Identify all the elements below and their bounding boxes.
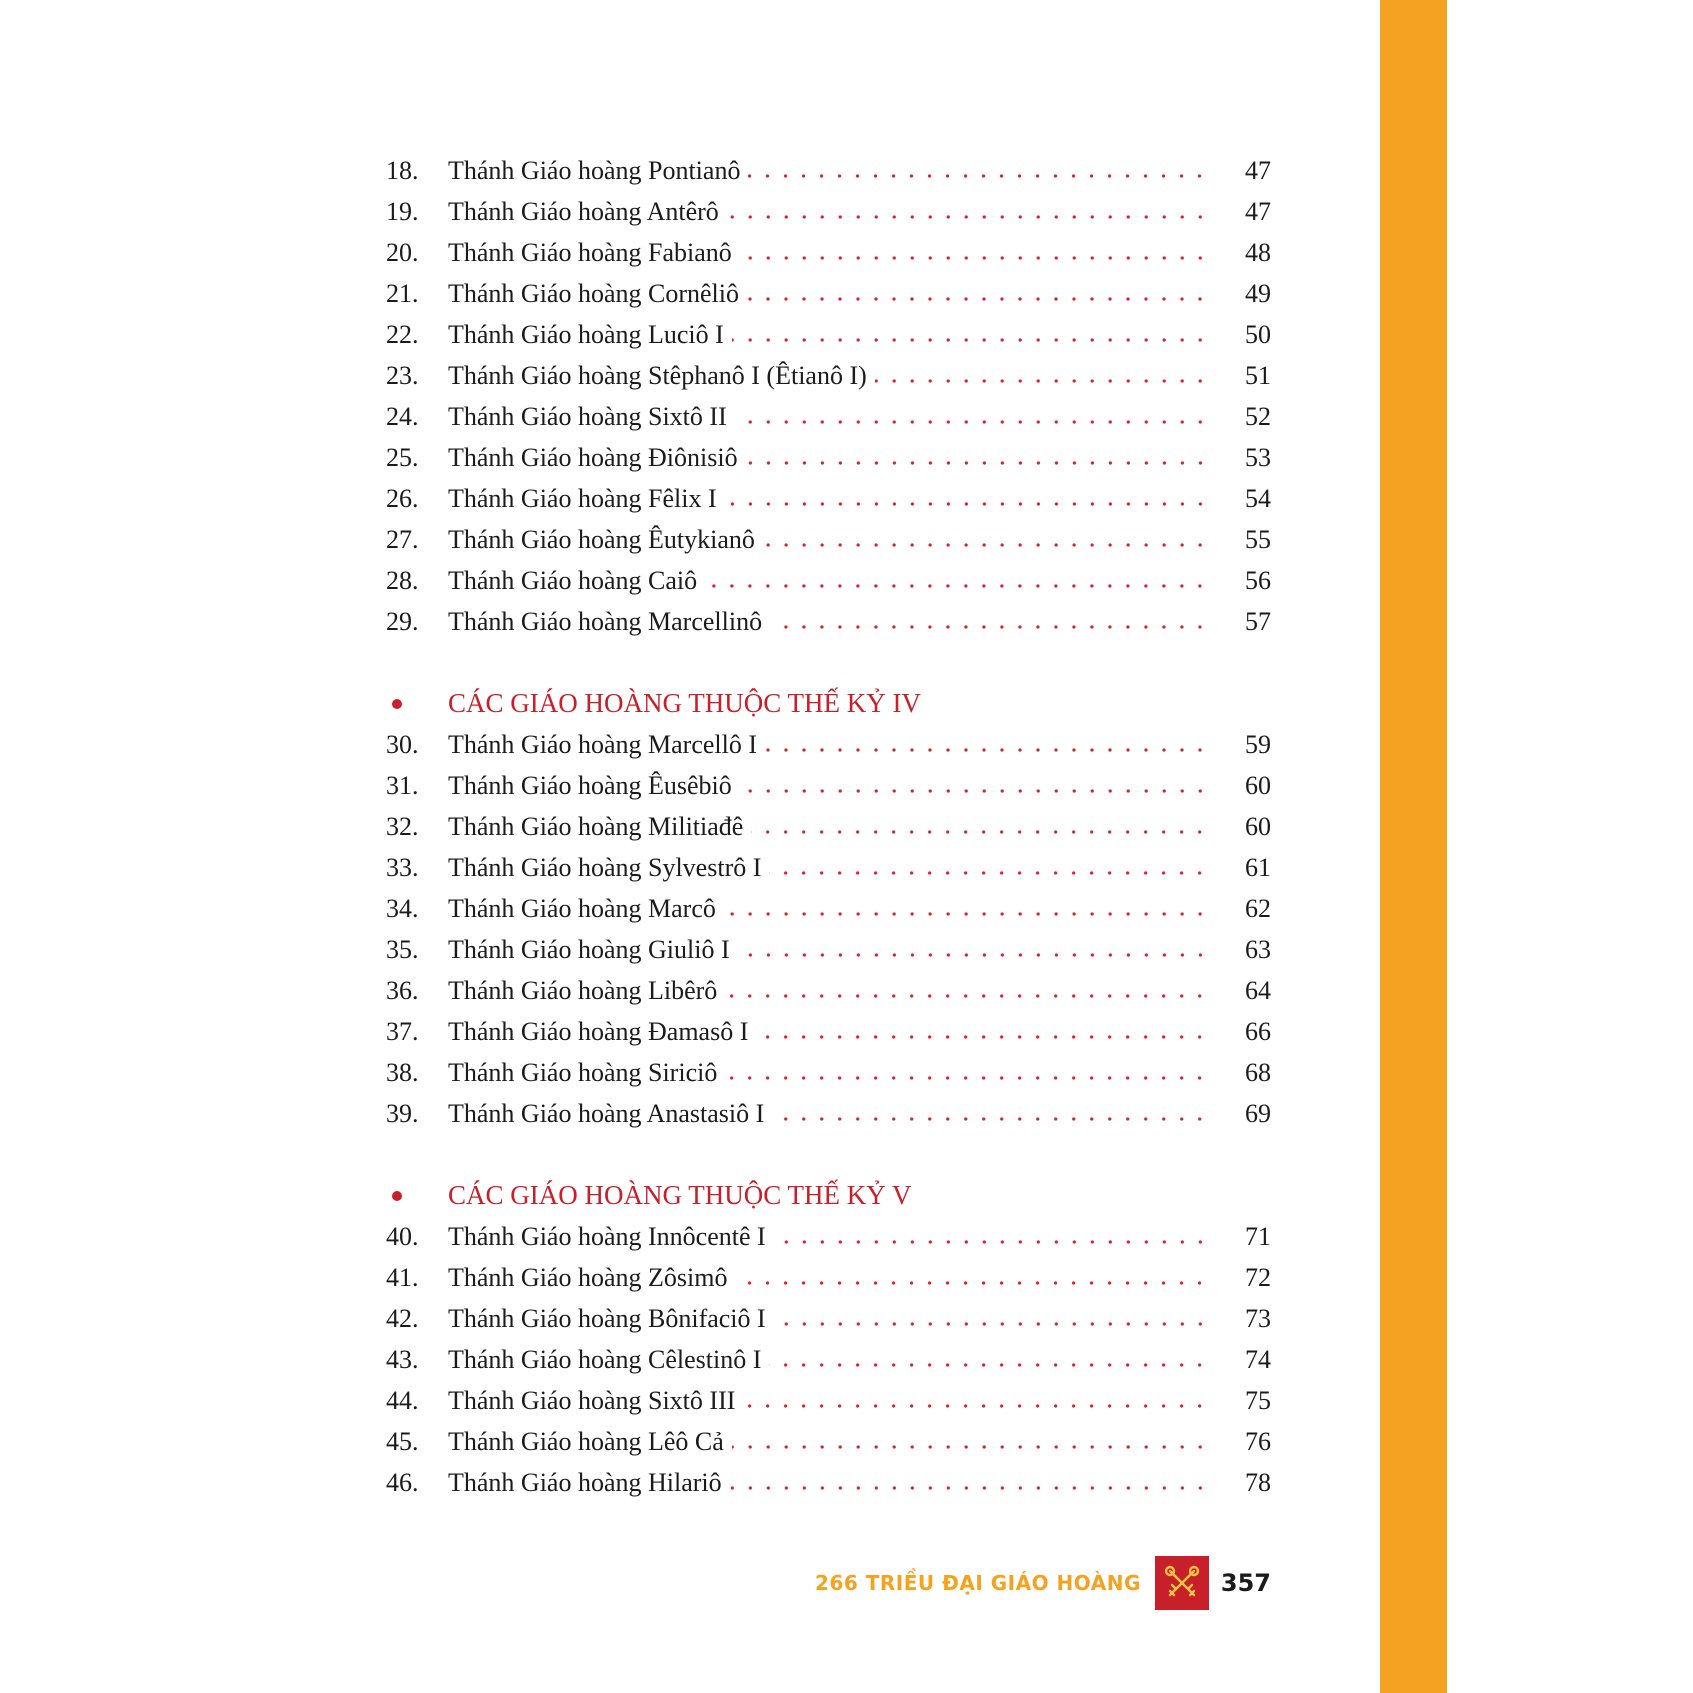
- entry-number: 46.: [386, 1467, 419, 1497]
- page-footer: [815, 1556, 1271, 1610]
- dot-leader: [724, 907, 1209, 921]
- entry-title: Thánh Giáo hoàng Đamasô I: [448, 1016, 749, 1046]
- toc-entry: [386, 1052, 1271, 1093]
- dot-leader: [732, 1440, 1209, 1454]
- entry-title: Thánh Giáo hoàng Hilariô: [448, 1467, 722, 1497]
- dot-leader: [774, 1235, 1209, 1249]
- entry-number: 25.: [386, 442, 419, 472]
- entry-number: 30.: [386, 729, 419, 759]
- toc-group-century-4: [386, 724, 1271, 1134]
- section-spacer: [386, 1134, 1271, 1174]
- dot-leader: [765, 743, 1209, 757]
- toc-entry: [386, 396, 1271, 437]
- entry-page: 54: [1245, 483, 1271, 513]
- dot-leader: [725, 1071, 1209, 1085]
- entry-title: Thánh Giáo hoàng Sixtô III: [448, 1385, 736, 1415]
- toc-entry: [386, 314, 1271, 355]
- entry-page: 47: [1245, 196, 1271, 226]
- entry-page: 47: [1245, 155, 1271, 185]
- toc-entry: [386, 970, 1271, 1011]
- entry-page: 71: [1245, 1221, 1271, 1251]
- entry-number: 34.: [386, 893, 419, 923]
- section-spacer: [386, 642, 1271, 682]
- dot-leader: [738, 948, 1209, 962]
- entry-number: 45.: [386, 1426, 419, 1456]
- dot-leader: [748, 169, 1209, 183]
- toc-entry: [386, 191, 1271, 232]
- toc-entry: [386, 1298, 1271, 1339]
- entry-page: 48: [1245, 237, 1271, 267]
- entry-number: 22.: [386, 319, 419, 349]
- dot-leader: [772, 1112, 1209, 1126]
- entry-page: 68: [1245, 1057, 1271, 1087]
- entry-title: Thánh Giáo hoàng Bônifaciô I: [448, 1303, 766, 1333]
- entry-title: Thánh Giáo hoàng Cornêliô: [448, 278, 739, 308]
- entry-title: Thánh Giáo hoàng Sixtô II: [448, 401, 727, 431]
- section-title: CÁC GIÁO HOÀNG THUỘC THẾ KỶ V: [448, 1179, 912, 1210]
- dot-leader: [769, 1358, 1209, 1372]
- toc-entry: [386, 888, 1271, 929]
- toc-entry: [386, 1339, 1271, 1380]
- entry-page: 60: [1245, 770, 1271, 800]
- entry-title: Thánh Giáo hoàng Êusêbiô: [448, 770, 732, 800]
- entry-number: 21.: [386, 278, 419, 308]
- toc-entry: [386, 437, 1271, 478]
- entry-number: 42.: [386, 1303, 419, 1333]
- entry-title: Thánh Giáo hoàng Caiô: [448, 565, 698, 595]
- entry-page: 61: [1245, 852, 1271, 882]
- toc-entry: [386, 273, 1271, 314]
- entry-page: 57: [1245, 606, 1271, 636]
- dot-leader: [774, 1317, 1209, 1331]
- entry-title: Thánh Giáo hoàng Stêphanô I (Êtianô I): [448, 360, 867, 390]
- entry-number: 33.: [386, 852, 419, 882]
- entry-title: Thánh Giáo hoàng Điônisiô: [448, 442, 738, 472]
- toc-entry: [386, 1216, 1271, 1257]
- entry-title: Thánh Giáo hoàng Êutykianô: [448, 524, 755, 554]
- entry-title: Thánh Giáo hoàng Siriciô: [448, 1057, 718, 1087]
- dot-leader: [747, 292, 1209, 306]
- entry-number: 24.: [386, 401, 419, 431]
- entry-title: Thánh Giáo hoàng Marcellinô: [448, 606, 763, 636]
- entry-title: Thánh Giáo hoàng Fêlix I: [448, 483, 717, 513]
- entry-title: Thánh Giáo hoàng Lêô Cả: [448, 1426, 724, 1456]
- entry-number: 20.: [386, 237, 419, 267]
- entry-title: Thánh Giáo hoàng Fabianô: [448, 237, 732, 267]
- toc-group-century-3: [386, 150, 1271, 642]
- table-of-contents: [386, 150, 1271, 1503]
- entry-page: 60: [1245, 811, 1271, 841]
- entry-title: Thánh Giáo hoàng Marcô: [448, 893, 716, 923]
- toc-group-century-5: [386, 1216, 1271, 1503]
- dot-leader: [725, 497, 1209, 511]
- entry-title: Thánh Giáo hoàng Militiađê: [448, 811, 744, 841]
- entry-number: 41.: [386, 1262, 419, 1292]
- toc-entry: [386, 806, 1271, 847]
- toc-entry: [386, 1462, 1271, 1503]
- dot-leader: [770, 620, 1209, 634]
- entry-page: 62: [1245, 893, 1271, 923]
- entry-page: 56: [1245, 565, 1271, 595]
- entry-page: 55: [1245, 524, 1271, 554]
- entry-page: 52: [1245, 401, 1271, 431]
- entry-page: 72: [1245, 1262, 1271, 1292]
- entry-page: 49: [1245, 278, 1271, 308]
- dot-leader: [727, 210, 1209, 224]
- toc-entry: [386, 1011, 1271, 1052]
- dot-leader: [725, 989, 1209, 1003]
- entry-number: 36.: [386, 975, 419, 1005]
- entry-title: Thánh Giáo hoàng Antêrô: [448, 196, 719, 226]
- toc-entry: [386, 478, 1271, 519]
- entry-page: 51: [1245, 360, 1271, 390]
- entry-page: 63: [1245, 934, 1271, 964]
- entry-page: 74: [1245, 1344, 1271, 1374]
- dot-leader: [735, 1276, 1209, 1290]
- dot-leader: [730, 1481, 1209, 1495]
- toc-entry: [386, 724, 1271, 765]
- dot-leader: [743, 1399, 1209, 1413]
- entry-number: 26.: [386, 483, 419, 513]
- entry-number: 44.: [386, 1385, 419, 1415]
- entry-page: 76: [1245, 1426, 1271, 1456]
- toc-entry: [386, 765, 1271, 806]
- entry-page: 64: [1245, 975, 1271, 1005]
- page-number: 357: [1220, 1569, 1271, 1597]
- dot-leader: [746, 456, 1209, 470]
- toc-entry: [386, 1093, 1271, 1134]
- entry-number: 32.: [386, 811, 419, 841]
- entry-number: 23.: [386, 360, 419, 390]
- entry-title: Thánh Giáo hoàng Cêlestinô I: [448, 1344, 762, 1374]
- entry-page: 69: [1245, 1098, 1271, 1128]
- entry-page: 78: [1245, 1467, 1271, 1497]
- bullet-icon: [386, 682, 448, 724]
- toc-entry: [386, 1257, 1271, 1298]
- toc-entry: [386, 150, 1271, 191]
- entry-page: 66: [1245, 1016, 1271, 1046]
- entry-number: 27.: [386, 524, 419, 554]
- toc-entry: [386, 847, 1271, 888]
- entry-title: Thánh Giáo hoàng Sylvestrô I: [448, 852, 762, 882]
- crossed-keys-icon: [1155, 1556, 1209, 1610]
- entry-number: 43.: [386, 1344, 419, 1374]
- toc-entry: [386, 519, 1271, 560]
- entry-page: 59: [1245, 729, 1271, 759]
- entry-title: Thánh Giáo hoàng Zôsimô: [448, 1262, 728, 1292]
- entry-title: Thánh Giáo hoàng Anastasiô I: [448, 1098, 765, 1128]
- book-title: 266 TRIỀU ĐẠI GIÁO HOÀNG: [815, 1571, 1141, 1595]
- dot-leader: [763, 538, 1209, 552]
- entry-title: Thánh Giáo hoàng Giuliô I: [448, 934, 730, 964]
- toc-entry: [386, 601, 1271, 642]
- entry-page: 73: [1245, 1303, 1271, 1333]
- side-color-band: [1380, 0, 1447, 1693]
- entry-title: Thánh Giáo hoàng Luciô I: [448, 319, 724, 349]
- toc-entry: [386, 1380, 1271, 1421]
- dot-leader: [751, 825, 1209, 839]
- section-title: CÁC GIÁO HOÀNG THUỘC THẾ KỶ IV: [448, 687, 921, 718]
- dot-leader: [769, 866, 1209, 880]
- entry-number: 29.: [386, 606, 419, 636]
- section-heading-century-5: [386, 1174, 1271, 1216]
- bullet-icon: [386, 1174, 448, 1216]
- dot-leader: [740, 784, 1209, 798]
- entry-title: Thánh Giáo hoàng Libêrô: [448, 975, 718, 1005]
- entry-number: 38.: [386, 1057, 419, 1087]
- toc-entry: [386, 355, 1271, 396]
- dot-leader: [705, 579, 1209, 593]
- entry-page: 50: [1245, 319, 1271, 349]
- entry-page: 53: [1245, 442, 1271, 472]
- entry-page: 75: [1245, 1385, 1271, 1415]
- entry-number: 40.: [386, 1221, 419, 1251]
- entry-title: Thánh Giáo hoàng Marcellô I: [448, 729, 758, 759]
- entry-number: 18.: [386, 155, 419, 185]
- dot-leader: [735, 415, 1209, 429]
- entry-number: 35.: [386, 934, 419, 964]
- entry-number: 39.: [386, 1098, 419, 1128]
- dot-leader: [756, 1030, 1209, 1044]
- entry-number: 28.: [386, 565, 419, 595]
- dot-leader: [740, 251, 1209, 265]
- dot-leader: [732, 333, 1209, 347]
- entry-number: 37.: [386, 1016, 419, 1046]
- toc-entry: [386, 232, 1271, 273]
- toc-entry: [386, 560, 1271, 601]
- toc-entry: [386, 929, 1271, 970]
- entry-title: Thánh Giáo hoàng Pontianô: [448, 155, 741, 185]
- entry-number: 31.: [386, 770, 419, 800]
- entry-title: Thánh Giáo hoàng Innôcentê I: [448, 1221, 766, 1251]
- entry-number: 19.: [386, 196, 419, 226]
- dot-leader: [875, 374, 1209, 388]
- section-heading-century-4: [386, 682, 1271, 724]
- toc-entry: [386, 1421, 1271, 1462]
